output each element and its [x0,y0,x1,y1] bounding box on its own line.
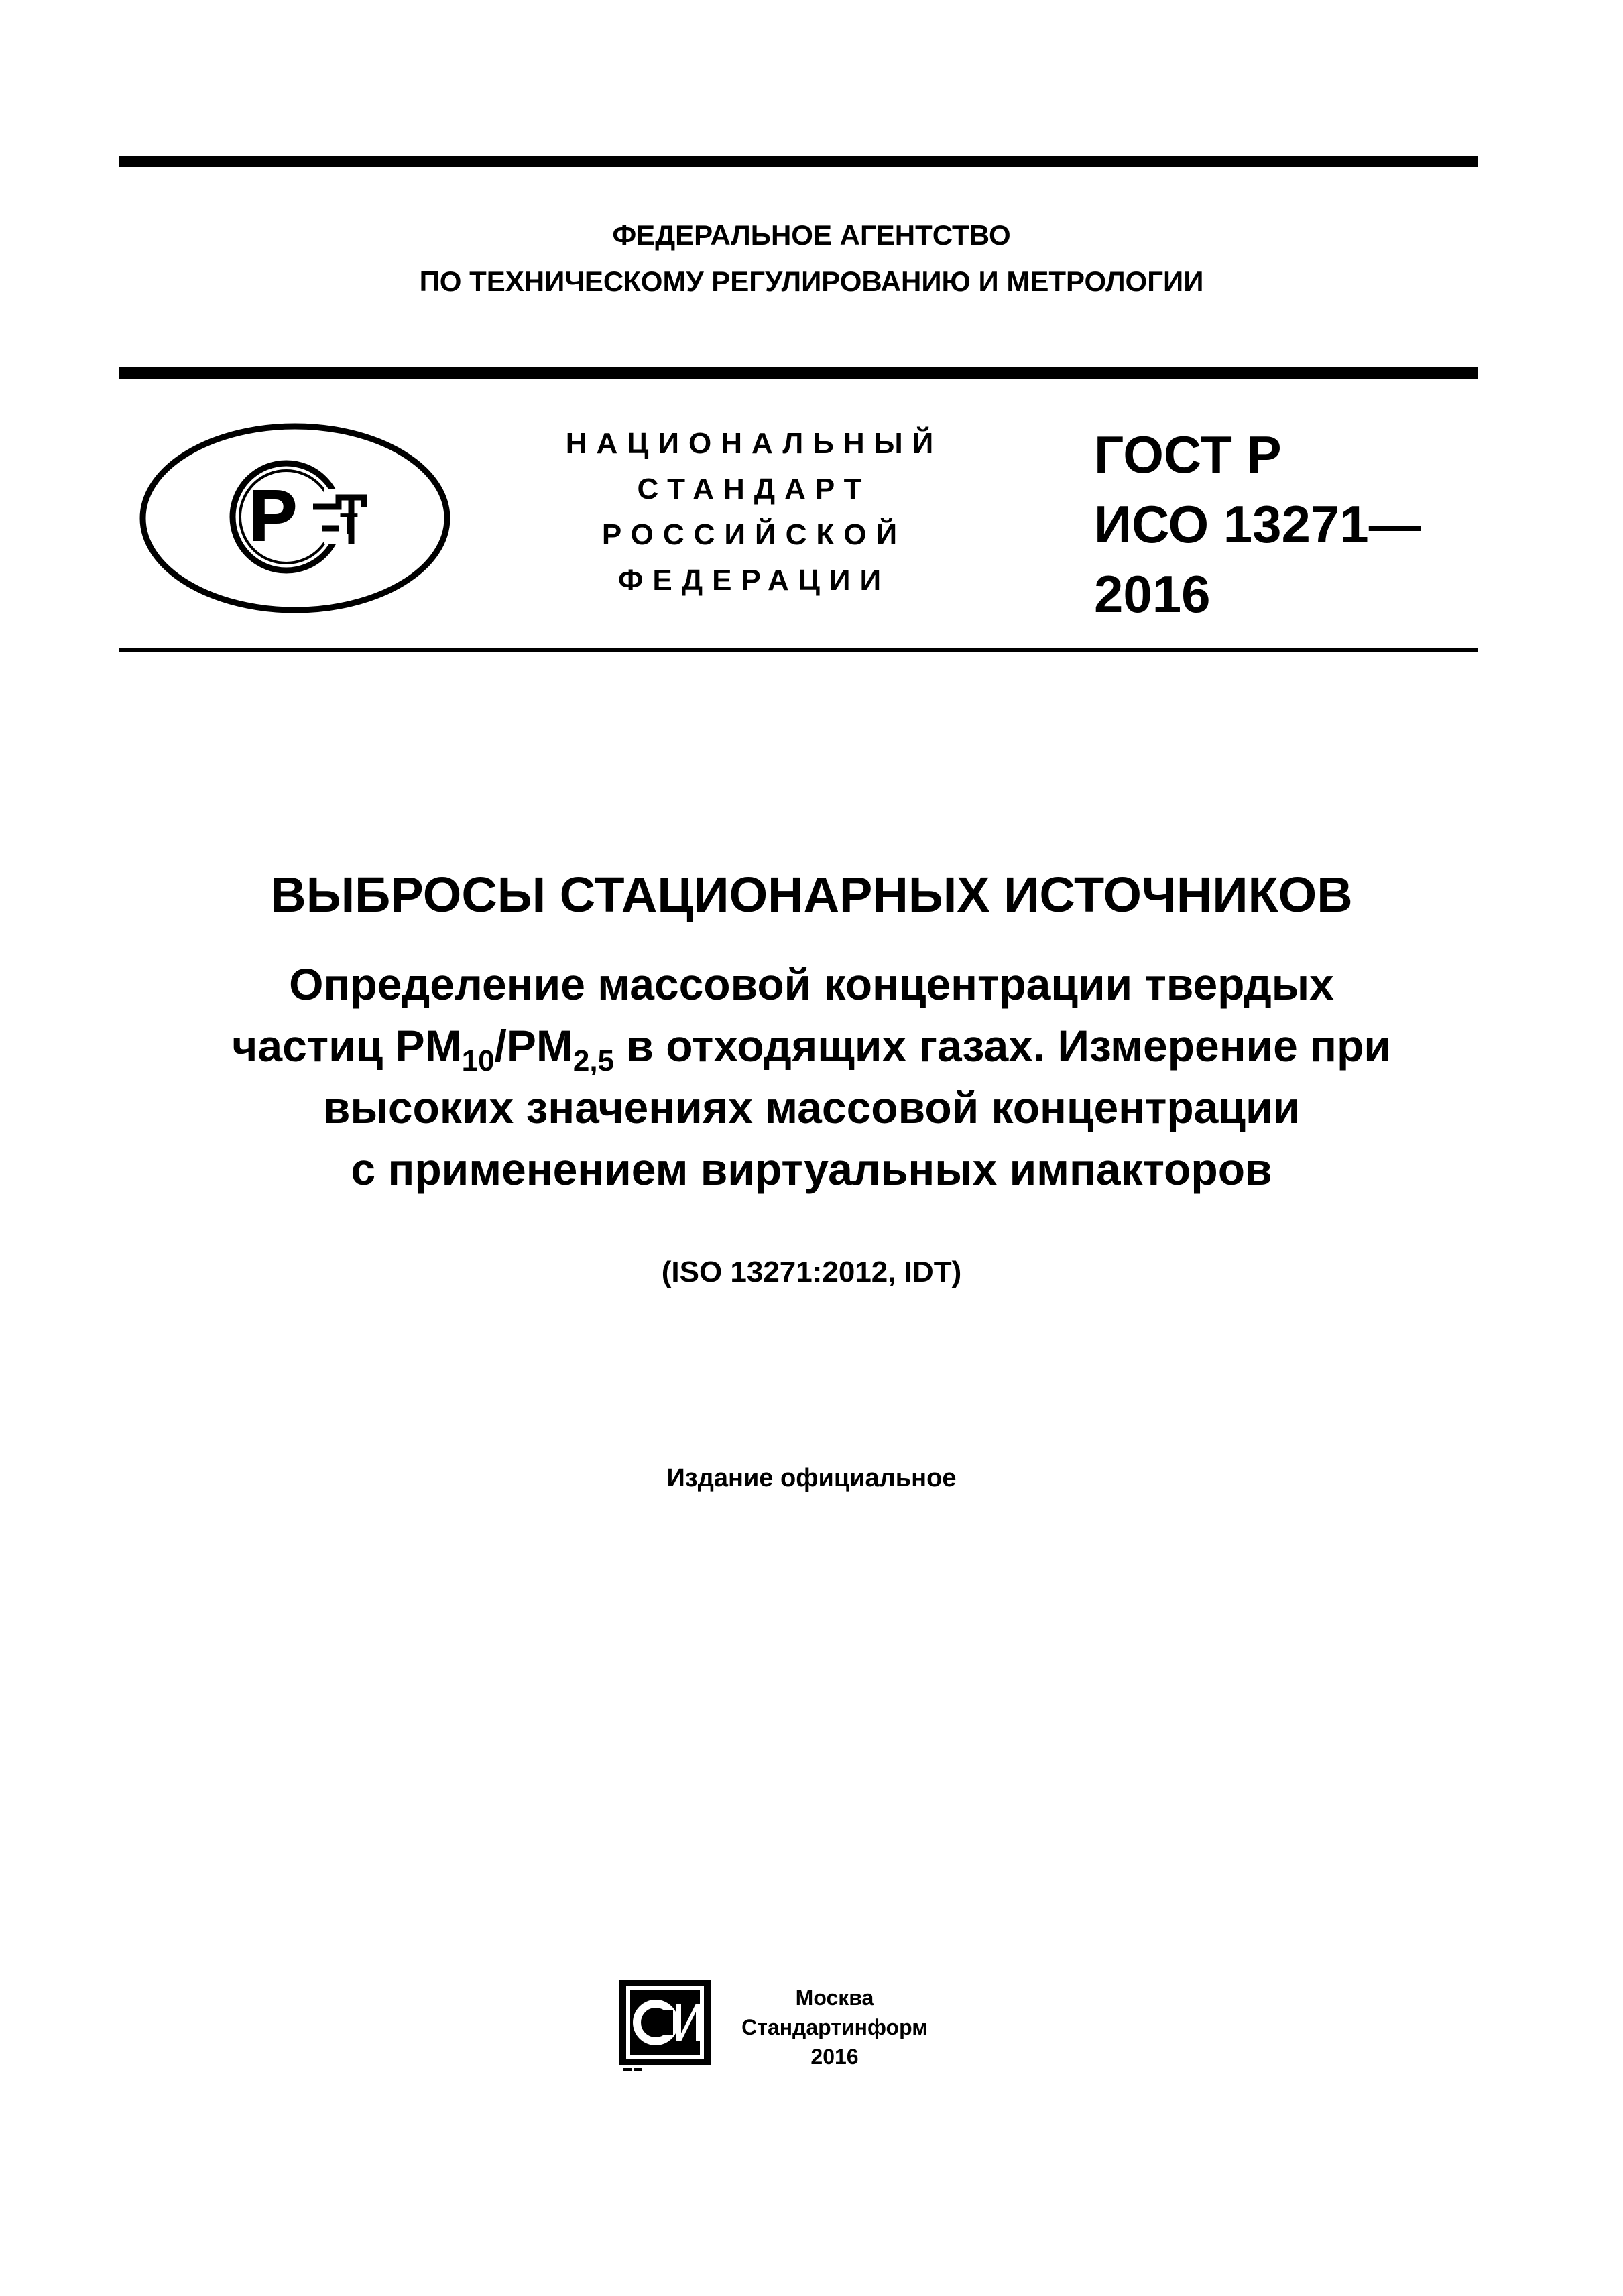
subscript-10: 10 [461,1044,495,1077]
subtitle-line-1: Определение массовой концентрации твердых [289,959,1334,1009]
document-title: ВЫБРОСЫ СТАЦИОНАРНЫХ ИСТОЧНИКОВ [270,867,1353,922]
subtitle-line-2 [0,1015,1623,1077]
standard-type [530,421,979,603]
subtitle-line-2-part-b: /PM [494,1021,573,1071]
standard-designation [1094,420,1421,629]
standard-type-line-1: НАЦИОНАЛЬНЫЙ [565,427,943,460]
subtitle-line-2-part-a: частиц PM [232,1021,462,1071]
lower-rule [119,648,1478,652]
edition-label: Издание официальное [666,1464,957,1492]
document-subtitle [0,953,1623,1200]
top-rule [119,156,1478,167]
imprint-year: 2016 [810,2045,859,2069]
middle-rule [119,367,1478,379]
subtitle-line-2-part-c: в отходящих газах. Измерение при [614,1021,1391,1071]
imprint-publisher: Стандартинформ [741,2015,928,2039]
agency-line-1: ФЕДЕРАЛЬНОЕ АГЕНТСТВО [612,219,1011,251]
svg-text:Т: Т [340,507,358,540]
svg-text:Р: Р [249,475,298,556]
subtitle-line-3: высоких значениях массовой концентрации [322,1083,1301,1132]
imprint-city: Москва [795,1986,874,2010]
imprint [727,1983,942,2071]
standard-type-line-4: ФЕДЕРАЦИИ [617,564,891,597]
agency-line-2: ПО ТЕХНИЧЕСКОМУ РЕГУЛИРОВАНИЮ И МЕТРОЛОГИИ [419,265,1204,297]
standard-type-line-3: РОССИЙСКОЙ [601,518,907,551]
subtitle-line-4: с применением виртуальных импакторов [351,1144,1272,1194]
gost-r-certification-mark-icon [137,421,453,615]
designation-line-3: 2016 [1094,564,1211,623]
iso-reference: (ISO 13271:2012, IDT) [661,1256,962,1288]
designation-line-2: ИСО 13271— [1094,495,1421,554]
standartinform-logo-icon [617,1974,714,2075]
standard-type-line-2: СТАНДАРТ [637,473,871,505]
designation-line-1: ГОСТ Р [1094,425,1282,484]
subscript-2-5: 2,5 [573,1044,615,1077]
